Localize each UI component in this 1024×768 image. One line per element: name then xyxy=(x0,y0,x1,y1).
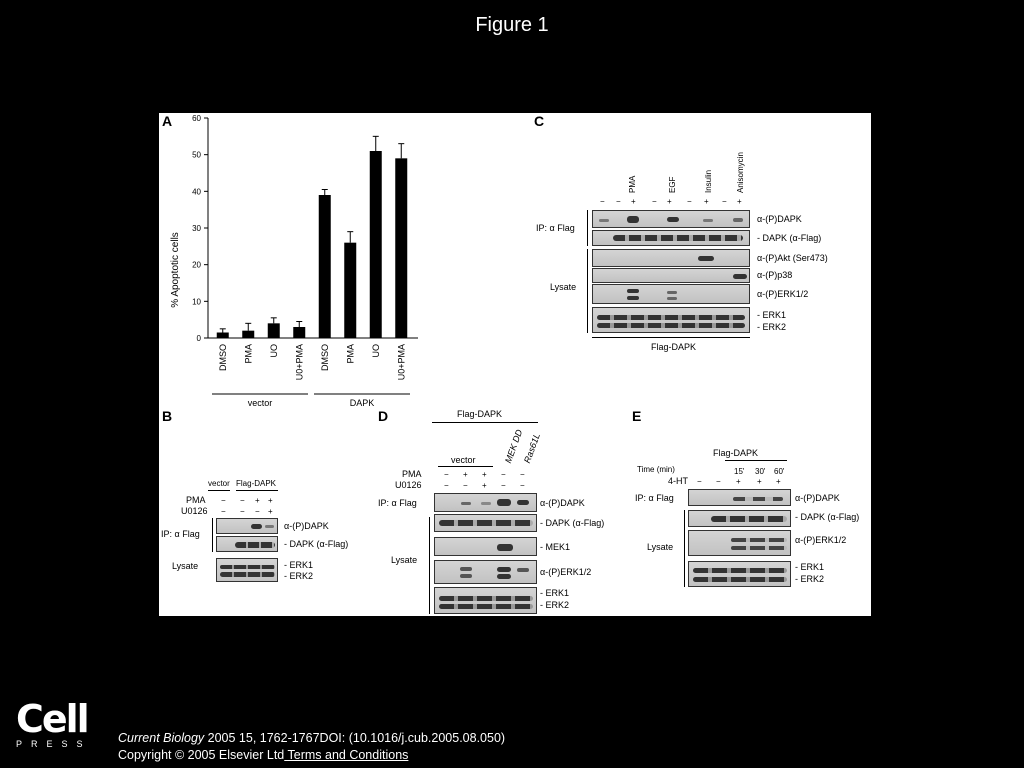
panel-label-e: E xyxy=(632,408,642,424)
b-lysate-label: Lysate xyxy=(172,561,199,571)
c-footer-label: Flag-DAPK xyxy=(651,342,697,352)
e-label-erk2: - ERK2 xyxy=(795,574,825,584)
e-label-dapk: - DAPK (α-Flag) xyxy=(795,512,860,522)
d-label-erk1: - ERK1 xyxy=(540,588,570,598)
e-ip-label: IP: α Flag xyxy=(635,493,674,503)
e-time-label: Time (min) xyxy=(637,465,675,474)
c-sign-7: + xyxy=(704,197,709,206)
e-time-15: 15' xyxy=(734,467,745,476)
bar xyxy=(395,158,407,338)
panel-label-a: A xyxy=(162,113,173,129)
copyright xyxy=(118,748,408,762)
e-4ht-sign-1: − xyxy=(697,477,702,486)
c-label-perk: α-(P)ERK1/2 xyxy=(757,289,809,299)
d-pma-sign-1: − xyxy=(444,470,449,479)
e-4ht-sign-5: + xyxy=(776,477,781,486)
b-ip-label: IP: α Flag xyxy=(161,529,200,539)
y-axis-label: % Apoptotic cells xyxy=(170,232,181,308)
e-label-erk1: - ERK1 xyxy=(795,562,825,572)
c-col-pma: PMA xyxy=(628,175,637,193)
x-tick-label: U0+PMA xyxy=(396,344,407,381)
d-blot-mek1 xyxy=(434,537,537,556)
c-sign-9: + xyxy=(737,197,742,206)
d-blot-erk xyxy=(434,587,537,614)
c-lysate-label: Lysate xyxy=(550,282,577,292)
b-pma-sign-2: − xyxy=(240,496,245,505)
group-label-dapk: DAPK xyxy=(349,398,375,408)
slide-title: Figure 1 xyxy=(475,14,549,36)
d-lysate-label: Lysate xyxy=(391,555,418,565)
d-pma-label: PMA xyxy=(402,469,422,479)
citation-details: 2005 15, 1762-1767DOI: (10.1016/j.cub.2005.08.050) xyxy=(204,731,506,745)
e-4ht-sign-2: − xyxy=(716,477,721,486)
b-label-erk1: - ERK1 xyxy=(284,560,314,570)
e-time-30: 30' xyxy=(755,467,766,476)
e-lysate-label: Lysate xyxy=(647,542,674,552)
d-label-erk2: - ERK2 xyxy=(540,600,570,610)
b-u0-sign-1: − xyxy=(221,507,226,516)
x-tick-label: UO xyxy=(370,344,381,358)
d-pma-sign-4: − xyxy=(501,470,506,479)
y-tick-label: 50 xyxy=(192,150,201,160)
b-pma-sign-1: − xyxy=(221,496,226,505)
d-u0126-label: U0126 xyxy=(395,480,422,490)
d-pma-sign-3: + xyxy=(482,470,487,479)
y-tick-label: 40 xyxy=(192,187,201,197)
d-label-mek1: - MEK1 xyxy=(540,542,571,552)
bar xyxy=(293,327,305,338)
x-tick-label: U0+PMA xyxy=(294,344,305,381)
b-label-dapk: - DAPK (α-Flag) xyxy=(284,539,349,549)
d-blot-pdapk xyxy=(434,493,537,512)
e-blot-erk xyxy=(688,561,791,587)
c-label-erk2: - ERK2 xyxy=(757,322,787,332)
cell-press-logo xyxy=(16,697,92,749)
d-pma-sign-5: − xyxy=(520,470,525,479)
bar xyxy=(344,243,356,338)
y-tick-label: 0 xyxy=(196,334,201,343)
b-blot-erk xyxy=(216,558,278,582)
c-sign-5: + xyxy=(667,197,672,206)
e-4ht-label: 4-HT xyxy=(668,476,688,486)
d-label-dapk: - DAPK (α-Flag) xyxy=(540,518,605,528)
d-label-perk: α-(P)ERK1/2 xyxy=(540,567,592,577)
b-label-erk2: - ERK2 xyxy=(284,571,314,581)
b-col-vector: vector xyxy=(208,479,230,488)
y-tick-label: 30 xyxy=(192,224,201,233)
b-u0-sign-3: − xyxy=(255,507,260,516)
c-blot-dapk xyxy=(592,230,750,246)
c-blot-perk xyxy=(592,284,750,304)
c-blot-pdapk xyxy=(592,210,750,228)
b-u0-sign-4: + xyxy=(268,507,273,516)
x-tick-label: UO xyxy=(268,344,279,358)
bar xyxy=(242,331,254,338)
d-col-mek-dd: MEK DD xyxy=(503,428,525,465)
x-tick-label: DMSO xyxy=(319,344,330,371)
d-header: Flag-DAPK xyxy=(457,409,503,419)
d-label-pdapk: α-(P)DAPK xyxy=(540,498,585,508)
c-col-insulin: Insulin xyxy=(704,169,713,193)
d-ip-label: IP: α Flag xyxy=(378,498,417,508)
bar xyxy=(217,333,229,339)
c-label-dapk: - DAPK (α-Flag) xyxy=(757,233,822,243)
d-u0-sign-2: − xyxy=(463,481,468,490)
c-label-pakt: α-(P)Akt (Ser473) xyxy=(757,253,828,263)
y-tick-label: 60 xyxy=(192,114,201,123)
c-sign-1: − xyxy=(600,197,605,206)
c-sign-6: − xyxy=(687,197,692,206)
c-label-pdapk: α-(P)DAPK xyxy=(757,214,802,224)
e-4ht-sign-3: + xyxy=(736,477,741,486)
logo-press: PRESS xyxy=(16,739,92,749)
e-blot-pdapk xyxy=(688,489,791,506)
c-blot-pakt xyxy=(592,249,750,267)
d-col-vector: vector xyxy=(451,455,476,465)
d-pma-sign-2: + xyxy=(463,470,468,479)
journal-name: Current Biology xyxy=(118,731,205,745)
copyright-text: Copyright © 2005 Elsevier Ltd xyxy=(118,748,285,762)
c-ip-label: IP: α Flag xyxy=(536,223,575,233)
citation xyxy=(118,731,505,745)
x-tick-label: PMA xyxy=(243,344,254,364)
bar xyxy=(268,323,280,338)
e-label-perk: α-(P)ERK1/2 xyxy=(795,535,847,545)
b-pma-label: PMA xyxy=(186,495,206,505)
b-blot-pdapk xyxy=(216,518,278,534)
y-tick-label: 20 xyxy=(192,260,201,270)
group-label-vector: vector xyxy=(247,398,273,408)
e-blot-perk xyxy=(688,530,791,556)
d-blot-perk xyxy=(434,560,537,584)
c-sign-8: − xyxy=(722,197,727,206)
c-blot-erk xyxy=(592,307,750,333)
panel-label-d: D xyxy=(378,408,389,424)
c-col-egf: EGF xyxy=(668,176,677,193)
c-label-erk1: - ERK1 xyxy=(757,310,787,320)
x-tick-label: DMSO xyxy=(217,344,228,371)
c-sign-2: − xyxy=(616,197,621,206)
y-tick-label: 10 xyxy=(192,297,201,307)
bar xyxy=(370,151,382,338)
c-sign-4: − xyxy=(652,197,657,206)
e-blot-dapk xyxy=(688,510,791,527)
b-pma-sign-4: + xyxy=(268,496,273,505)
e-label-pdapk: α-(P)DAPK xyxy=(795,493,840,503)
e-4ht-sign-4: + xyxy=(757,477,762,486)
d-u0-sign-4: − xyxy=(501,481,506,490)
figure-1 xyxy=(159,113,871,616)
d-u0-sign-5: − xyxy=(520,481,525,490)
e-header: Flag-DAPK xyxy=(713,448,759,458)
b-blot-dapk xyxy=(216,536,278,552)
terms-and-conditions-link[interactable]: Terms and Conditions xyxy=(284,748,409,762)
c-sign-3: + xyxy=(631,197,636,206)
c-blot-pp38 xyxy=(592,268,750,283)
d-blot-dapk xyxy=(434,514,537,532)
d-u0-sign-1: − xyxy=(444,481,449,490)
c-col-anisomycin: Anisomycin xyxy=(736,152,745,193)
c-label-pp38: α-(P)p38 xyxy=(757,270,793,280)
b-label-pdapk: α-(P)DAPK xyxy=(284,521,329,531)
b-u0126-label: U0126 xyxy=(181,506,208,516)
panel-a-bar-chart xyxy=(159,113,419,413)
panel-label-c: C xyxy=(534,113,545,129)
b-col-flag-dapk: Flag-DAPK xyxy=(236,479,277,488)
e-time-60: 60' xyxy=(774,467,785,476)
b-u0-sign-2: − xyxy=(240,507,245,516)
x-tick-label: PMA xyxy=(345,344,356,364)
bar xyxy=(319,195,331,338)
d-u0-sign-3: + xyxy=(482,481,487,490)
logo-word: Cell xyxy=(16,697,88,741)
b-pma-sign-3: + xyxy=(255,496,260,505)
panel-label-b: B xyxy=(162,408,173,424)
d-col-ras61l: Ras61L xyxy=(522,431,543,465)
